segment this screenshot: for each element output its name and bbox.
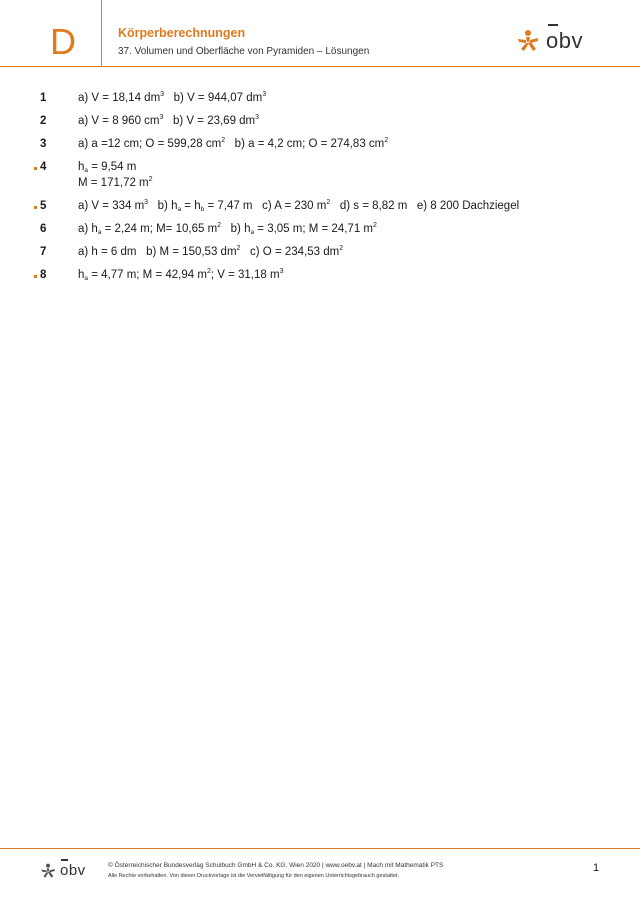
solution-line	[78, 159, 610, 175]
solution-text: c) O = 234,53 dm	[240, 246, 340, 258]
exercise-number: 5	[30, 198, 78, 214]
exponent: 3	[144, 199, 149, 206]
exercise-row	[30, 136, 610, 152]
exponent: 2	[221, 137, 226, 144]
footer-logo-text: obv	[60, 862, 86, 879]
exponent: 2	[236, 245, 241, 252]
solution-line	[78, 90, 610, 106]
exponent: 2	[148, 176, 153, 183]
solution-text: = 2,24 m; M= 10,65 m	[101, 223, 218, 235]
footer-copyright	[108, 861, 443, 881]
solution-text: h	[78, 161, 85, 173]
solution-text: = 4,77 m; M = 42,94 m	[88, 269, 207, 281]
oebv-star-icon	[40, 863, 56, 879]
page-header	[0, 0, 640, 68]
solutions-list	[30, 90, 610, 290]
chapter-letter: D	[50, 21, 76, 62]
solution-text: a) V = 334 m	[78, 200, 145, 212]
footer-line-1: © Österreichischer Bundesverlag Schulbuch GmbH & Co. KG, Wien 2020 | www.oebv.at | Mach mit Mathematik PTS	[108, 862, 444, 869]
exercise-solution	[78, 267, 610, 283]
exercise-number: 8	[30, 267, 78, 283]
solution-text: b) a = 4,2 cm; O = 274,83 cm	[225, 138, 385, 150]
exercise-row	[30, 90, 610, 106]
exponent: 2	[326, 199, 331, 206]
solution-text: = 7,47 m c) A = 230 m	[204, 200, 327, 212]
exercise-solution	[78, 244, 610, 260]
solution-text: = 3,05 m; M = 24,71 m	[254, 223, 373, 235]
solution-text: ; V = 31,18 m	[210, 269, 280, 281]
solution-text: = 9,54 m	[88, 161, 137, 173]
oebv-logo	[516, 28, 583, 54]
oebv-star-icon	[516, 29, 540, 53]
index: a	[97, 229, 102, 236]
solution-text: b) V = 23,69 dm	[163, 115, 256, 127]
exercise-row	[30, 244, 610, 260]
header-rule	[0, 66, 640, 67]
exercise-row	[30, 198, 610, 214]
solution-line	[78, 113, 610, 129]
exercise-solution	[78, 90, 610, 106]
solution-line	[78, 175, 610, 191]
solution-text: M = 171,72 m	[78, 177, 149, 189]
header-divider	[101, 0, 102, 67]
solution-text: b) V = 944,07 dm	[164, 92, 263, 104]
exercise-number: 7	[40, 246, 47, 258]
exercise-row	[30, 267, 610, 283]
solution-text: a) V = 18,14 dm	[78, 92, 161, 104]
solution-line	[78, 267, 610, 283]
difficulty-marker-icon	[34, 275, 37, 278]
index: b	[200, 206, 205, 213]
solution-text: a) h = 6 dm b) M = 150,53 dm	[78, 246, 237, 258]
exercise-number: 2	[40, 115, 47, 127]
difficulty-marker-icon	[34, 167, 37, 170]
exponent: 2	[206, 268, 211, 275]
exercise-solution	[78, 113, 610, 129]
exercise-solution	[78, 159, 610, 191]
exponent: 3	[262, 91, 267, 98]
exercise-row	[30, 113, 610, 129]
solution-line	[78, 198, 610, 214]
solution-text: a) h	[78, 223, 98, 235]
exponent: 3	[279, 268, 284, 275]
solution-text: b) h	[148, 200, 178, 212]
solution-text: = h	[181, 200, 201, 212]
index: a	[177, 206, 182, 213]
exercise-solution	[78, 221, 610, 237]
footer-line-2: Alle Rechte vorbehalten. Von dieser Druckvorlage ist die Vervielfältigung für den eigenen Unterrichtsgebrauch gestattet.	[108, 873, 400, 879]
footer-rule	[0, 848, 640, 849]
footer-logo	[40, 862, 86, 879]
solution-line	[78, 221, 610, 237]
exponent: 3	[159, 114, 164, 121]
index: a	[84, 167, 89, 174]
difficulty-marker-icon	[34, 206, 37, 209]
exponent: 3	[160, 91, 165, 98]
exercise-solution	[78, 198, 610, 214]
solution-text: b) h	[221, 223, 251, 235]
exercise-number: 1	[40, 92, 47, 104]
exercise-row	[30, 159, 610, 191]
exponent: 2	[339, 245, 344, 252]
exponent: 2	[373, 222, 377, 229]
exponent: 2	[384, 137, 389, 144]
solution-line	[78, 244, 610, 260]
page-title: Körperberechnungen	[118, 26, 246, 40]
exercise-row	[30, 221, 610, 237]
page-subtitle: 37. Volumen und Oberfläche von Pyramiden – Lösungen	[118, 46, 370, 57]
solution-text: a) V = 8 960 cm	[78, 115, 160, 127]
exercise-number: 6	[40, 223, 47, 235]
solution-text: a) a =12 cm; O = 599,28 cm	[78, 138, 222, 150]
exercise-solution	[78, 136, 610, 152]
solution-text: d) s = 8,82 m e) 8 200 Dachziegel	[330, 200, 520, 212]
exercise-number: 3	[40, 138, 47, 150]
index: a	[250, 229, 255, 236]
page-number: 1	[593, 862, 600, 874]
exponent: 2	[217, 222, 222, 229]
logo-text: obv	[546, 28, 583, 54]
solution-text: h	[78, 269, 85, 281]
exercise-number: 4	[30, 159, 78, 191]
index: a	[84, 275, 89, 282]
solution-line	[78, 136, 610, 152]
exponent: 3	[255, 114, 260, 121]
